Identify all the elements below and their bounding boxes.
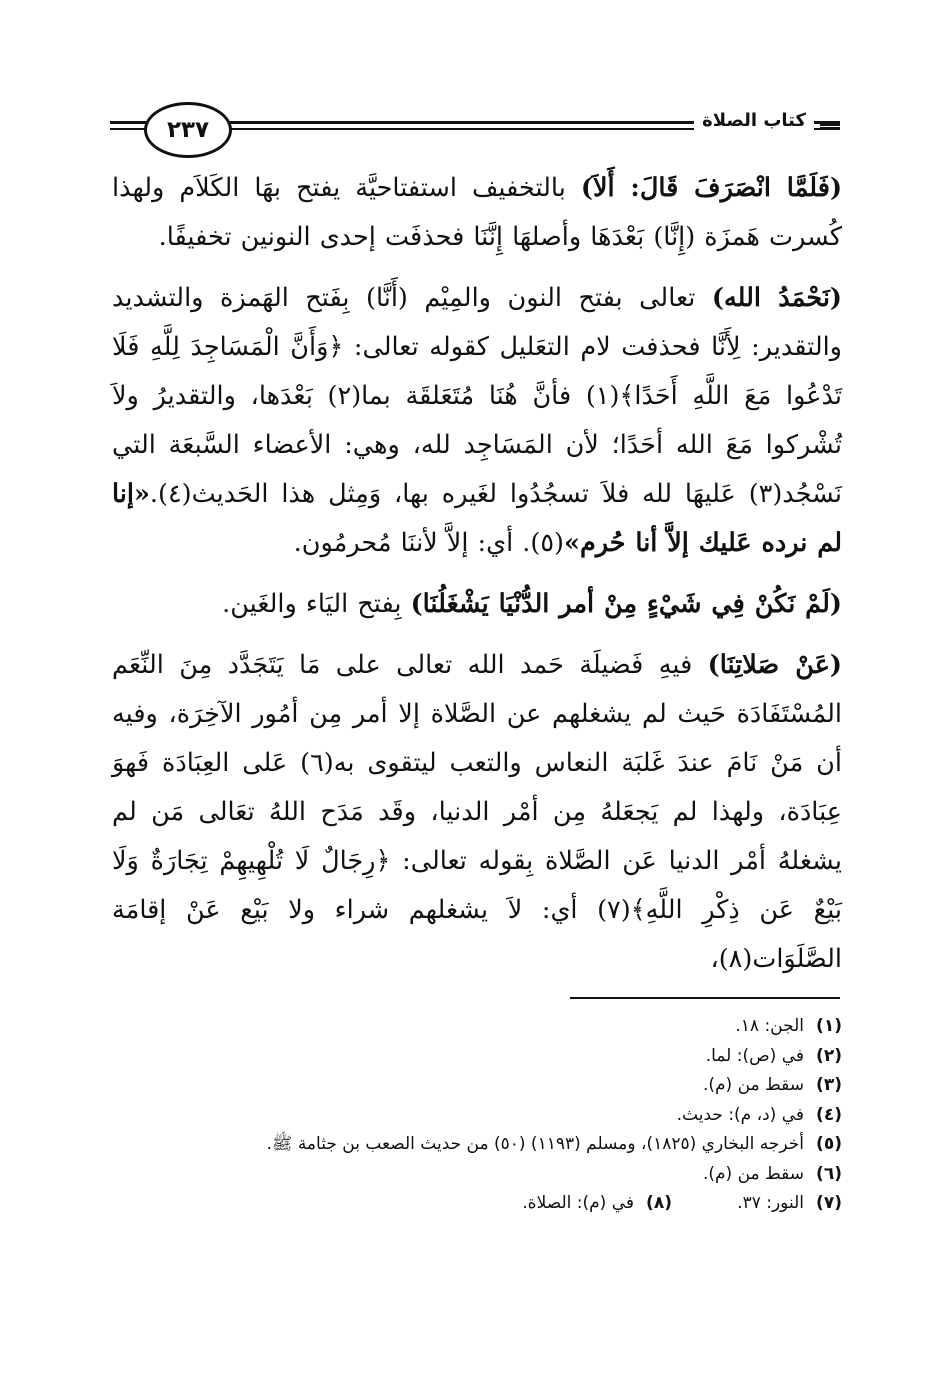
footnote xyxy=(502,1189,672,1219)
footnote-number: (٣) xyxy=(816,1075,842,1095)
paragraph xyxy=(112,641,842,984)
footnote xyxy=(112,1101,842,1131)
paragraph-text: تعالى بفتح النون والمِيْم (أَنَّا) بِفَتح الهَمزة والتشديد والتقدير: لِأَنَّا فحذفت لام التعَليل كقوله تعالى: ﴿وَأَنَّ الْمَسَاجِدَ لِلَّهِ فَلَا تَدْعُوا مَعَ اللَّهِ أَحَدًا﴾(١) فأنَّ هُنَا مُتَعَلقَة بما(٢) بَعْدَها، والتقديرُ ولاَ تُشْركوا مَعَ الله أحَدًا؛ لأن المَسَاجِد لله، وهي: الأعضاء السَّبعَة التي نَسْجُد(٣) عَليهَا لله فلاَ تسجُدُوا لغَيره بها، وَمِثل هذا الحَديث(٤). xyxy=(112,283,842,509)
footnote-number: (٨) xyxy=(646,1193,672,1213)
footnote xyxy=(112,1071,842,1101)
paragraph-tail: (٥). أي: إلاَّ لأننَا مُحرمُون. xyxy=(293,528,564,558)
hadith-quote: «إنا لم نرده عَليك إلاَّ أنا حُرم» xyxy=(112,479,842,558)
footnote-number: (٦) xyxy=(816,1163,842,1184)
page-number: ٢٣٧ xyxy=(166,117,210,143)
footnote-row xyxy=(112,1189,842,1219)
paragraph-text: بالتخفيف استفتاحيَّة يفتح بهَا الكَلاَم ولهذا كُسرت هَمزَة (إِنَّا) بَعْدَهَا وأصلهَا إِنَّنَا فحذفَت إحدى النونين تخفيفًا. xyxy=(112,173,842,252)
footnotes xyxy=(112,1012,842,1219)
footnote xyxy=(112,1012,842,1042)
footnote-text: في (ص): لما. xyxy=(705,1045,804,1066)
running-title: كتاب الصلاة xyxy=(694,110,814,131)
paragraph-text: بِفتح اليَاء والغَين. xyxy=(222,589,411,619)
header-dash xyxy=(820,123,840,129)
footnote-text: أخرجه البخاري (١٨٢٥)، ومسلم (١١٩٣) (٥٠) من حديث الصعب بن جثامة ﷺ. xyxy=(266,1134,804,1154)
page-header xyxy=(110,96,840,160)
footnote-text: الجن: ١٨. xyxy=(735,1016,804,1036)
paragraph-text: فيهِ فَضيلَة حَمد الله تعالى على مَا يَتَجَدَّد مِنَ النِّعَم المُسْتَفَادَة حَيث لم يشغلهم عن الصَّلاة إلا أمر مِن أمُور الآخِرَة، وفيه أن مَنْ نَامَ عندَ غَلبَة النعاس والتعب ليتقوى به(٦) عَلى العِبَادَة فَهوَ عِبَادَة، ولهذا لم يَجعَلهُ مِن أمْر الدنيا، وقَد مَدَح اللهُ تعَالى مَن لم يشغلهُ أمْر الدنيا عَن الصَّلاة بِقوله تعالى: ﴿رِجَالٌ لَا تُلْهِيهِمْ تِجَارَةٌ وَلَا بَيْعٌ عَن ذِكْرِ اللَّهِ﴾(٧) أي: لاَ يشغلهم شراء ولا بَيْع عَنْ إقامَة الصَّلَوَات(٨)، xyxy=(112,650,842,974)
footnote-number: (١) xyxy=(816,1016,842,1036)
footnote-text: في (م): الصلاة. xyxy=(522,1193,634,1213)
footnote xyxy=(112,1160,842,1190)
main-text xyxy=(112,164,842,996)
footnote xyxy=(112,1042,842,1072)
paragraph xyxy=(112,580,842,629)
footnote-number: (٥) xyxy=(816,1134,842,1154)
footnote-text: سقط من (م). xyxy=(702,1163,804,1184)
paragraph-lead: (عَنْ صَلاتِنَا) xyxy=(707,650,842,680)
paragraph xyxy=(112,164,842,262)
footnote-text: في (د، م): حديث. xyxy=(676,1104,804,1125)
page-number-badge xyxy=(144,102,232,158)
footnote xyxy=(112,1130,842,1160)
footnote xyxy=(672,1189,842,1219)
paragraph-lead: (نَحْمَدُ الله) xyxy=(711,283,842,313)
footnote-separator xyxy=(570,997,840,999)
footnote-number: (٤) xyxy=(816,1104,842,1125)
paragraph-lead: (لَمْ نَكُنْ فِي شَيْءٍ مِنْ أمر الدُّنْيَا يَشْغَلُنَا) xyxy=(410,589,842,619)
footnote-text: النور: ٣٧. xyxy=(737,1193,804,1213)
footnote-text: سقط من (م). xyxy=(702,1075,804,1095)
footnote-number: (٢) xyxy=(816,1045,842,1066)
paragraph-lead: (فَلَمَّا انْصَرَفَ قَالَ: أَلاَ) xyxy=(580,173,843,203)
footnote-number: (٧) xyxy=(816,1193,842,1213)
paragraph xyxy=(112,274,842,568)
